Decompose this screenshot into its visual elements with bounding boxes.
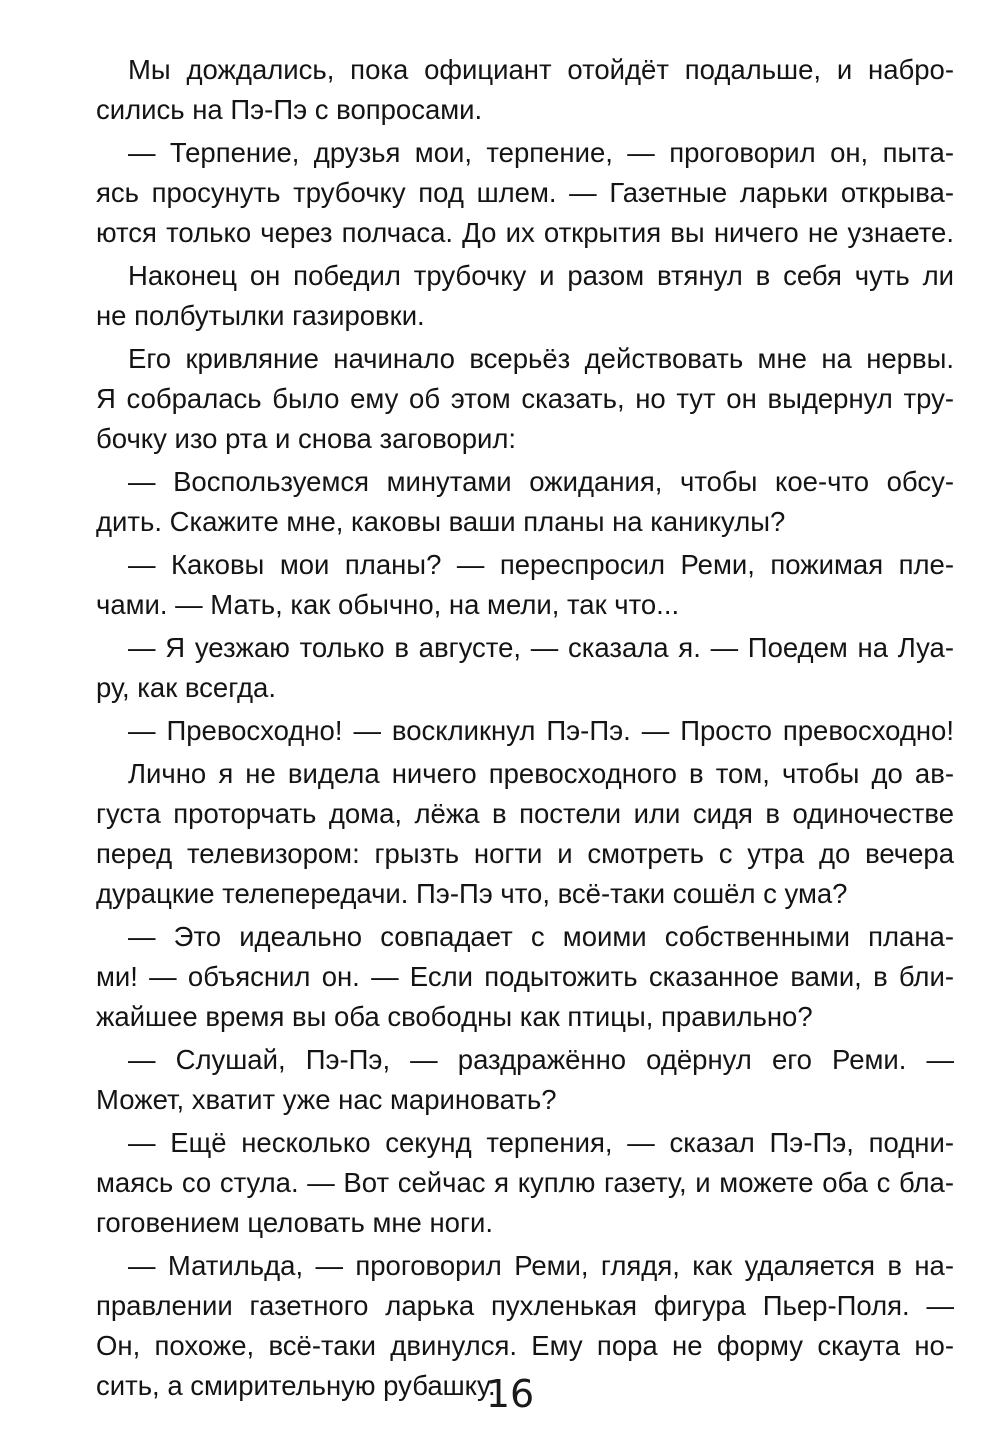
text-line: Лично я не видела ничего превосходного в том, чтобы до ав-: [128, 758, 954, 789]
text-line: правлении газетного ларька пухленькая фигура Пьер-Поля. —: [96, 1290, 954, 1321]
text-line: — Терпение, друзья мои, терпение, — проговорил он, пыта-: [128, 137, 954, 168]
text-line: Он, похоже, всё-таки двинулся. Ему пора не форму скаута но-: [96, 1330, 954, 1361]
text-line: гоговением целовать мне ноги.: [96, 1207, 493, 1238]
text-line: Я собралась было ему об этом сказать, но тут он выдернул тру-: [96, 383, 954, 414]
text-line: — Каковы мои планы? — переспросил Реми, пожимая пле-: [128, 549, 954, 580]
text-line: — Воспользуемся минутами ожидания, чтобы кое-что обсу-: [128, 466, 954, 497]
page-number: 16: [485, 1372, 535, 1416]
text-line: — Слушай, Пэ-Пэ, — раздражённо одёрнул его Реми. —: [128, 1044, 954, 1075]
text-line: сить, а смирительную рубашку.: [96, 1370, 496, 1401]
text-line: бочку изо рта и снова заговорил:: [96, 423, 517, 454]
text-line: — Матильда, — проговорил Реми, глядя, как удаляется в на-: [128, 1250, 954, 1281]
text-line: Мы дождались, пока официант отойдёт подальше, и набро-: [128, 54, 954, 85]
text-line: ются только через полчаса. До их открытия вы ничего не узнаете.: [96, 217, 954, 248]
text-line: дить. Скажите мне, каковы ваши планы на каникулы?: [96, 506, 786, 537]
text-line: — Превосходно! — воскликнул Пэ-Пэ. — Просто превосходно!: [128, 715, 954, 746]
text-line: Его кривляние начинало всерьёз действовать мне на нервы.: [128, 343, 954, 374]
text-line: перед телевизором: грызть ногти и смотреть с утра до вечера: [96, 838, 954, 869]
text-line: чами. — Мать, как обычно, на мели, так что...: [96, 589, 680, 620]
text-line: маясь со стула. — Вот сейчас я куплю газету, и можете оба с бла-: [96, 1167, 954, 1198]
text-line: ми! — объяснил он. — Если подытожить сказанное вами, в бли-: [96, 961, 954, 992]
text-line: сились на Пэ-Пэ с вопросами.: [96, 94, 483, 125]
text-line: не полбутылки газировки.: [96, 300, 425, 331]
text-line: ру, как всегда.: [96, 672, 276, 703]
text-line: — Ещё несколько секунд терпения, — сказал Пэ-Пэ, подни-: [128, 1127, 954, 1158]
text-line: Может, хватит уже нас мариновать?: [96, 1084, 557, 1115]
text-line: дурацкие телепередачи. Пэ-Пэ что, всё-таки сошёл с ума?: [96, 878, 848, 909]
text-line: ясь просунуть трубочку под шлем. — Газетные ларьки открыва-: [96, 177, 954, 208]
text-line: густа проторчать дома, лёжа в постели или сидя в одиночестве: [96, 798, 954, 829]
text-line: жайшее время вы оба свободны как птицы, правильно?: [96, 1001, 813, 1032]
text-line: Наконец он победил трубочку и разом втянул в себя чуть ли: [128, 260, 954, 291]
text-line: — Это идеально совпадает с моими собственными плана-: [128, 921, 954, 952]
text-line: — Я уезжаю только в августе, — сказала я. — Поедем на Луа-: [128, 632, 954, 663]
